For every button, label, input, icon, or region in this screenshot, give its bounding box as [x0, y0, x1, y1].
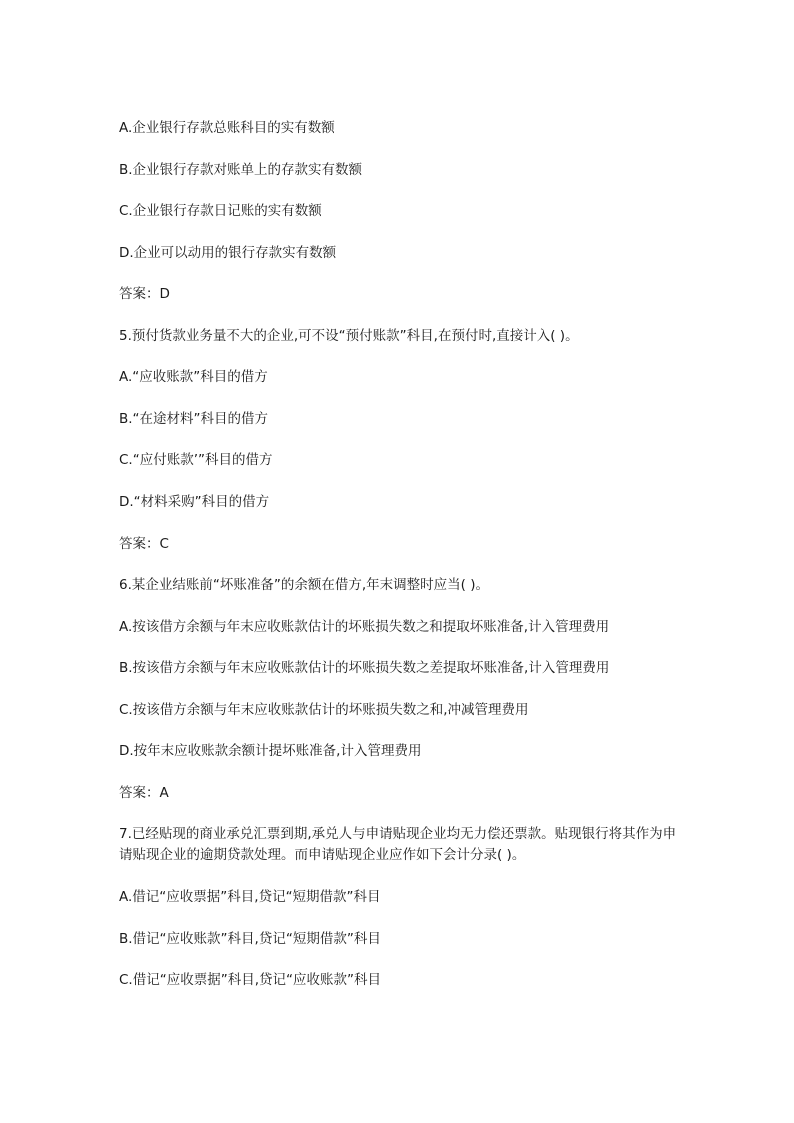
question-7: 7.已经贴现的商业承兑汇票到期,承兑人与申请贴现企业均无力偿还票款。贴现银行将其作为申请贴现企业的逾期贷款处理。而申请贴现企业应作如下会计分录( )。	[119, 826, 677, 863]
option-a-q7: A.借记“应收票据”科目,贷记“短期借款”科目	[119, 889, 381, 905]
answer-q4: 答案：D	[119, 286, 170, 302]
option-b-q7: B.借记“应收账款”科目,贷记“短期借款”科目	[119, 931, 381, 947]
question-6: 6.某企业结账前“坏账准备”的余额在借方,年末调整时应当( )。	[119, 577, 489, 593]
answer-q6: 答案：A	[119, 785, 169, 801]
option-b-q5: B.“在途材料”科目的借方	[119, 411, 269, 427]
option-c-q7: C.借记“应收票据”科目,贷记“应收账款”科目	[119, 972, 381, 988]
option-b-q4: B.企业银行存款对账单上的存款实有数额	[119, 162, 363, 178]
option-c-q6: C.按该借方余额与年末应收账款估计的坏账损失数之和,冲减管理费用	[119, 702, 529, 718]
option-b-q6: B.按该借方余额与年末应收账款估计的坏账损失数之差提取坏账准备,计入管理费用	[119, 660, 610, 676]
option-a-q6: A.按该借方余额与年末应收账款估计的坏账损失数之和提取坏账准备,计入管理费用	[119, 619, 610, 635]
option-a-q4: A.企业银行存款总账科目的实有数额	[119, 120, 335, 136]
option-c-q4: C.企业银行存款日记账的实有数额	[119, 203, 322, 219]
option-d-q5: D.“材料采购”科目的借方	[119, 494, 270, 510]
option-d-q6: D.按年末应收账款余额计提坏账准备,计入管理费用	[119, 743, 422, 759]
answer-q5: 答案：C	[119, 536, 169, 552]
option-c-q5: C.“应付账款’”科目的借方	[119, 452, 273, 468]
option-a-q5: A.“应收账款”科目的借方	[119, 369, 268, 385]
question-5: 5.预付货款业务量不大的企业,可不设“预付账款”科目,在预付时,直接计入( )。	[119, 328, 579, 344]
option-d-q4: D.企业可以动用的银行存款实有数额	[119, 245, 337, 261]
